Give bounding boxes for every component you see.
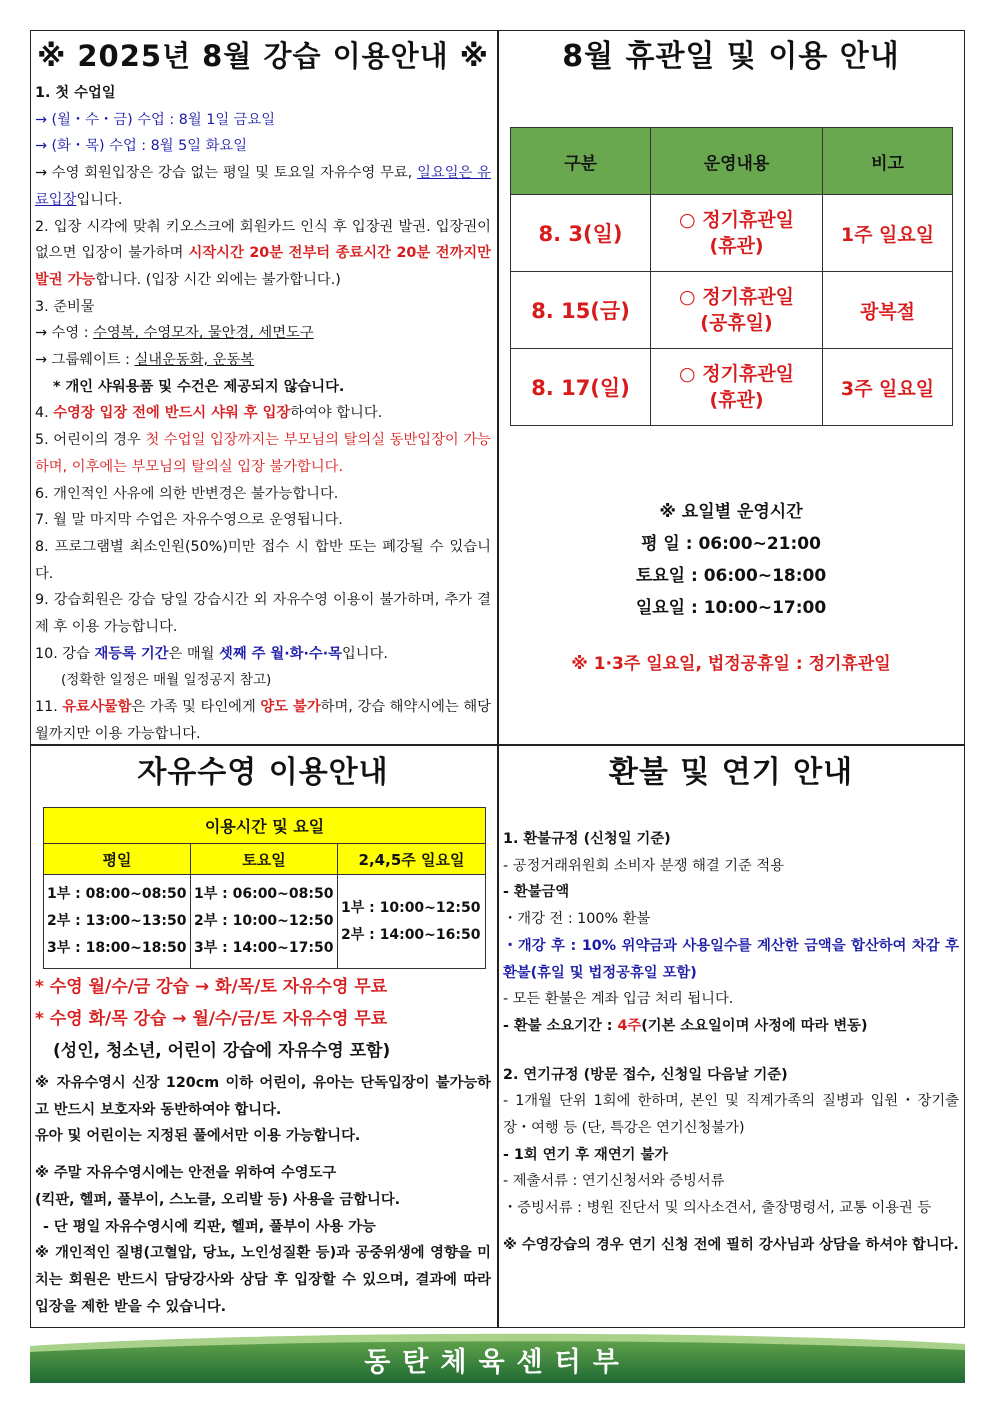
closure-note: 광복절 — [823, 272, 953, 349]
entry-note: → 수영 회원입장은 강습 없는 평일 및 토요일 자유수영 무료, 일요일은 유료입장입니다. — [35, 165, 491, 208]
promo-tt: * 수영 화/목 강습 → 월/수/금/토 자유수영 무료 — [35, 1009, 388, 1029]
shower-rule: 4. 수영장 입장 전에 반드시 샤워 후 입장하여야 합니다. — [35, 405, 383, 422]
refund-body — [503, 826, 959, 1259]
lesson-guide-section — [35, 34, 491, 742]
weekday-times: 1부 : 08:00~08:50 2부 : 13:00~13:50 3부 : 18:00~18:50 — [44, 875, 191, 969]
refund-after: ・개강 후 : 10% 위약금과 사용일수를 계산한 금액을 합산하여 차감 후 환불(휴일 및 법정공휴일 포함) — [503, 937, 959, 981]
closure-content: ○ 정기휴관일 (휴관) — [651, 349, 823, 426]
col-weekday: 평일 — [44, 844, 191, 875]
operating-hours-title: ※ 요일별 운영시간 — [659, 502, 803, 522]
closure-header-note: 비고 — [823, 128, 953, 195]
lesson-guide-title: ※ 2025년 8월 강습 이용안내 ※ — [37, 39, 489, 73]
closure-row — [511, 349, 953, 426]
postpone-once: - 1회 연기 후 재연기 불가 — [503, 1146, 669, 1163]
closure-section — [500, 34, 962, 742]
hours-weekday: 평 일 : 06:00~21:00 — [641, 534, 821, 554]
closure-date: 8. 3(일) — [511, 195, 651, 272]
closure-header-category: 구분 — [511, 128, 651, 195]
postpone-proof: ・증빙서류 : 병원 진단서 및 의사소견서, 출장명령서, 교통 이용권 등 — [503, 1200, 932, 1217]
shower-note: * 개인 샤워용품 및 수건은 제공되지 않습니다. — [53, 378, 345, 395]
closure-table — [510, 127, 953, 426]
refund-before: ・개강 전 : 100% 환불 — [503, 911, 651, 928]
refund-title: 환불 및 연기 안내 — [608, 755, 854, 790]
free-swim-promo — [35, 971, 491, 1067]
footer-banner — [30, 1328, 965, 1383]
org-name: 동탄체육센터부 — [364, 1347, 631, 1378]
weekend-tools-note: ※ 주말 자유수영시에는 안전을 위하여 수영도구 — [35, 1165, 337, 1182]
closure-note: 3주 일요일 — [823, 349, 953, 426]
hours-sunday: 일요일 : 10:00~17:00 — [635, 598, 827, 618]
first-class-heading: 1. 첫 수업일 — [35, 85, 116, 101]
promo-note: (성인, 청소년, 어린이 강습에 자유수영 포함) — [53, 1041, 391, 1061]
lesson-guide-body — [35, 80, 491, 742]
refund-period: - 환불 소요기간 : 4주(기본 소요일이며 사정에 따라 변동) — [503, 1017, 868, 1034]
reregistration-rule: 10. 강습 재등록 기간은 매월 셋째 주 월·화·수·목입니다. — [35, 645, 388, 662]
saturday-times: 1부 : 06:00~08:50 2부 : 10:00~12:50 3부 : 14:00~17:50 — [191, 875, 338, 969]
vertical-divider — [497, 30, 499, 1328]
closure-title: 8월 휴관일 및 이용 안내 — [562, 39, 900, 74]
hours-saturday: 토요일 : 06:00~18:00 — [635, 566, 827, 586]
supplies-heading: 3. 준비물 — [35, 298, 95, 315]
closure-header-content: 운영내용 — [651, 128, 823, 195]
postpone-consult-note: ※ 수영강습의 경우 연기 신청 전에 필히 강사님과 상담을 하셔야 합니다. — [503, 1236, 959, 1253]
col-saturday: 토요일 — [191, 844, 338, 875]
min-enrollment-rule: 8. 프로그램별 최소인원(50%)미만 접수 시 합반 또는 폐강될 수 있습니다. — [35, 538, 491, 582]
free-swim-notes — [35, 1070, 491, 1320]
closure-row — [511, 272, 953, 349]
refund-heading: 1. 환불규정 (신청일 기준) — [503, 831, 671, 847]
refund-section — [503, 748, 959, 1326]
closure-note: 1주 일요일 — [823, 195, 953, 272]
weekend-tools-list: (킥판, 헬퍼, 풀부이, 스노클, 오리발 등) 사용을 금합니다. — [35, 1191, 401, 1208]
supplies-weight: → 그룹웨이트 : 실내운동화, 운동복 — [35, 352, 255, 369]
health-note: ※ 개인적인 질병(고혈압, 당뇨, 노인성질환 등)과 공중위생에 영향을 미치는 회원은 반드시 담당강사와 상담 후 입장할 수 있으며, 결과에 따라 입장을 제한 받을 수 있습니다. — [35, 1245, 491, 1315]
promo-mwf: * 수영 월/수/금 강습 → 화/목/토 자유수영 무료 — [35, 977, 388, 997]
free-swim-section — [35, 748, 491, 1326]
refund-method: - 모든 환불은 계좌 입금 처리 됩니다. — [503, 991, 734, 1008]
closure-row — [511, 195, 953, 272]
postpone-heading: 2. 연기규정 (방문 접수, 신청일 다음날 기준) — [503, 1066, 788, 1083]
refund-amount-heading: - 환불금액 — [503, 884, 570, 901]
child-pool-note: 유아 및 어린이는 지정된 풀에서만 이용 가능합니다. — [35, 1128, 361, 1145]
child-rule: 5. 어린이의 경우 첫 수업일 입장까지는 부모님의 탈의실 동반입장이 가능하며, 이후에는 부모님의 탈의실 입장 불가합니다. — [35, 432, 491, 475]
closure-notice: ※ 1·3주 일요일, 법정공휴일 : 정기휴관일 — [571, 654, 891, 674]
free-swim-restriction: 9. 강습회원은 강습 당일 강습시간 외 자유수영 이용이 불가하며, 추가 결제 후 이용 가능합니다. — [35, 592, 491, 636]
free-swim-title: 자유수영 이용안내 — [137, 755, 389, 790]
sunday-times: 1부 : 10:00~12:50 2부 : 14:00~16:50 — [338, 875, 486, 969]
postpone-rule: - 1개월 단위 1회에 한하며, 본인 및 직계가족의 질병과 입원・장기출장・여행 등 (단, 특강은 연기신청불가) — [503, 1093, 959, 1137]
schedule-note: (정확한 일정은 매월 일정공지 참고) — [61, 672, 272, 689]
closure-content: ○ 정기휴관일 (공휴일) — [651, 272, 823, 349]
horizontal-divider — [30, 744, 965, 746]
tt-first-class: → (화・목) 수업 : 8월 5일 화요일 — [35, 138, 248, 155]
col-sunday: 2,4,5주 일요일 — [338, 844, 486, 875]
mwf-first-class: → (월・수・금) 수업 : 8월 1일 금요일 — [35, 111, 276, 128]
operating-hours — [500, 496, 962, 680]
locker-rule: 11. 유료사물함은 가족 및 타인에게 양도 불가하며, 강습 해약시에는 해당 월까지만 이용 가능합니다. — [35, 699, 491, 742]
closure-date: 8. 15(금) — [511, 272, 651, 349]
weekday-tools-note: - 단 평일 자유수영시에 킥판, 헬퍼, 풀부이 사용 가능 — [43, 1218, 376, 1235]
kiosk-note: 2. 입장 시각에 맞춰 키오스크에 회원카드 인식 후 입장권 발권. 입장권이 없으면 입장이 불가하며 시작시간 20분 전부터 종료시간 20분 전까지만 발권 가능합니다. (입장 시간 외에는 불가합니다.) — [35, 218, 491, 288]
child-height-note: ※ 자유수영시 신장 120cm 이하 어린이, 유아는 단독입장이 불가능하고 반드시 보호자와 동반하여야 합니다. — [35, 1075, 491, 1118]
refund-standard: - 공정거래위원회 소비자 분쟁 해결 기준 적용 — [503, 857, 785, 874]
closure-date: 8. 17(일) — [511, 349, 651, 426]
postpone-docs: - 제출서류 : 연기신청서와 증빙서류 — [503, 1173, 725, 1190]
class-change-rule: 6. 개인적인 사유에 의한 반변경은 불가능합니다. — [35, 485, 339, 502]
supplies-swim: → 수영 : 수영복, 수영모자, 물안경, 세면도구 — [35, 325, 314, 342]
last-class-rule: 7. 월 말 마지막 수업은 자유수영으로 운영됩니다. — [35, 512, 343, 529]
free-swim-table — [43, 807, 486, 969]
closure-content: ○ 정기휴관일 (휴관) — [651, 195, 823, 272]
free-swim-table-title: 이용시간 및 요일 — [44, 808, 486, 844]
